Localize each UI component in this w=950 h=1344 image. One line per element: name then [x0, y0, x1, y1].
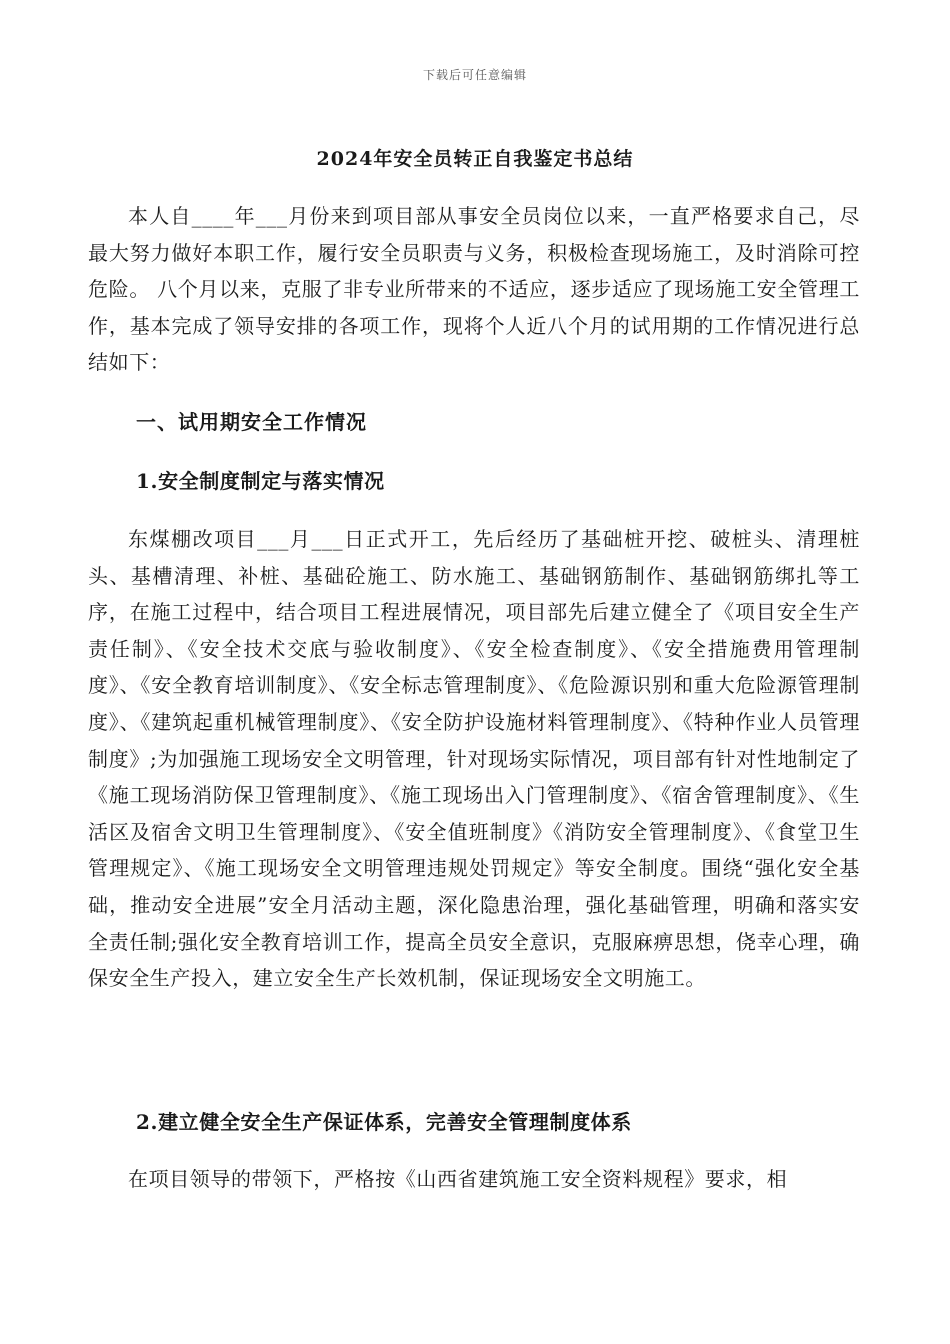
section-heading-1: 一、试用期安全工作情况 — [136, 410, 367, 434]
subsection-heading-1: 1.安全制度制定与落实情况 — [136, 469, 385, 493]
subsection-1-paragraph: 东煤棚改项目___月___日正式开工，先后经历了基础桩开挖、破桩头、清理桩头、基槽清理、补桩、基础砼施工、防水施工、基础钢筋制作、基础钢筋绑扎等工序，在施工过程中，结合项目工程进展情况，项目部先后建立健全了《项目安全生产责任制》、《安全技术交底与验收制度》、《安全检查制度》、《安全措施费用管理制度》、《安全教育培训制度》、《安全标志管理制度》、《危险源识别和重大危险源管理制度》、《建筑起重机械管理制度》、《安全防护设施材料管理制度》、《特种作业人员管理制度》;为加强施工现场安全文明管理，针对现场实际情况，项目部有针对性地制定了《施工现场消防保卫管理制度》、《施工现场出入门管理制度》、《宿舍管理制度》、《生活区及宿舍文明卫生管理制度》、《安全值班制度》《消防安全管理制度》、《食堂卫生管理规定》、《施工现场安全文明管理违规处罚规定》等安全制度。围绕“强化安全基础，推动安全进展”安全月活动主题，深化隐患治理，强化基础管理，明确和落实安全责任制;强化安全教育培训工作，提高全员安全意识，克服麻痹思想，侥幸心理，确保安全生产投入，建立安全生产长效机制，保证现场安全文明施工。 — [88, 527, 860, 991]
header-note: 下载后可任意编辑 — [422, 68, 527, 82]
document-title: 2024年安全员转正自我鉴定书总结 — [316, 148, 634, 170]
intro-paragraph: 本人自____年___月份来到项目部从事安全员岗位以来，一直严格要求自己，尽最大努力做好本职工作，履行安全员职责与义务，积极检查现场施工，及时消除可控危险。 八个月以来，克服了非专业所带来的不适应，逐步适应了现场施工安全管理工作，基本完成了领导安排的各项工作，现将个人近八个月的试用期的工作情况进行总结如下： — [88, 204, 860, 375]
subsection-2-paragraph: 在项目领导的带领下，严格按《山西省建筑施工安全资料规程》要求，相 — [128, 1167, 788, 1191]
subsection-heading-2: 2.建立健全安全生产保证体系，完善安全管理制度体系 — [136, 1110, 632, 1134]
